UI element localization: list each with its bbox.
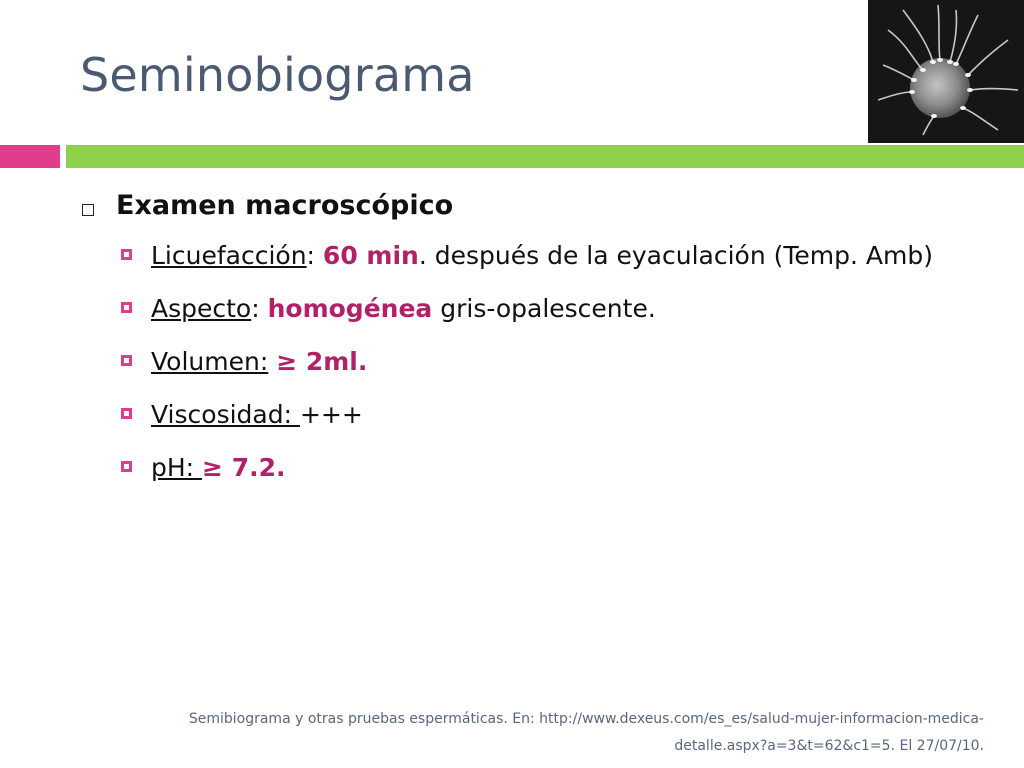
accent-bar-green [66,145,1024,168]
citation-line-2: detalle.aspx?a=3&t=62&c1=5. El 27/07/10. [674,738,984,754]
list-item-volumen [82,341,982,383]
sperm-micrograph-icon [868,0,1024,143]
item-separator [268,347,276,376]
item-rest: . después de la eyaculación (Temp. Amb) [418,241,933,270]
heading-text: Examen macroscópico [116,190,454,221]
item-value: 60 min [322,241,419,270]
item-value: ≥ 7.2. [202,453,286,482]
item-value: ≥ 2ml. [276,347,368,376]
list-item-licuefaccion [82,235,982,277]
list-item-aspecto [82,288,982,330]
slide-title: Seminobiograma [80,48,475,102]
square-bullet-icon [121,355,132,366]
bullet-heading [82,190,982,221]
list-item-ph [82,447,982,489]
item-label: Licuefacción [151,241,307,270]
item-label: Aspecto [151,294,252,323]
square-bullet-icon [121,408,132,419]
item-separator: : [251,294,268,323]
square-bullet-icon [121,461,132,472]
item-label: Volumen: [151,347,269,376]
item-value: homogénea [267,294,433,323]
item-rest: gris-opalescente. [432,294,656,323]
hollow-square-bullet-icon [82,204,94,216]
item-rest: +++ [299,400,363,429]
accent-bar-pink [0,145,60,168]
slide-content [82,190,982,500]
square-bullet-icon [121,302,132,313]
list-item-viscosidad [82,394,982,436]
square-bullet-icon [121,249,132,260]
item-separator: : [306,241,323,270]
item-label: Viscosidad: [151,400,300,429]
item-label: pH: [151,453,203,482]
citation-line-1: Semibiograma y otras pruebas espermáticas. En: http://www.dexeus.com/es_es/salud-mujer-informacion-medica- [188,711,984,727]
source-citation [44,706,984,760]
